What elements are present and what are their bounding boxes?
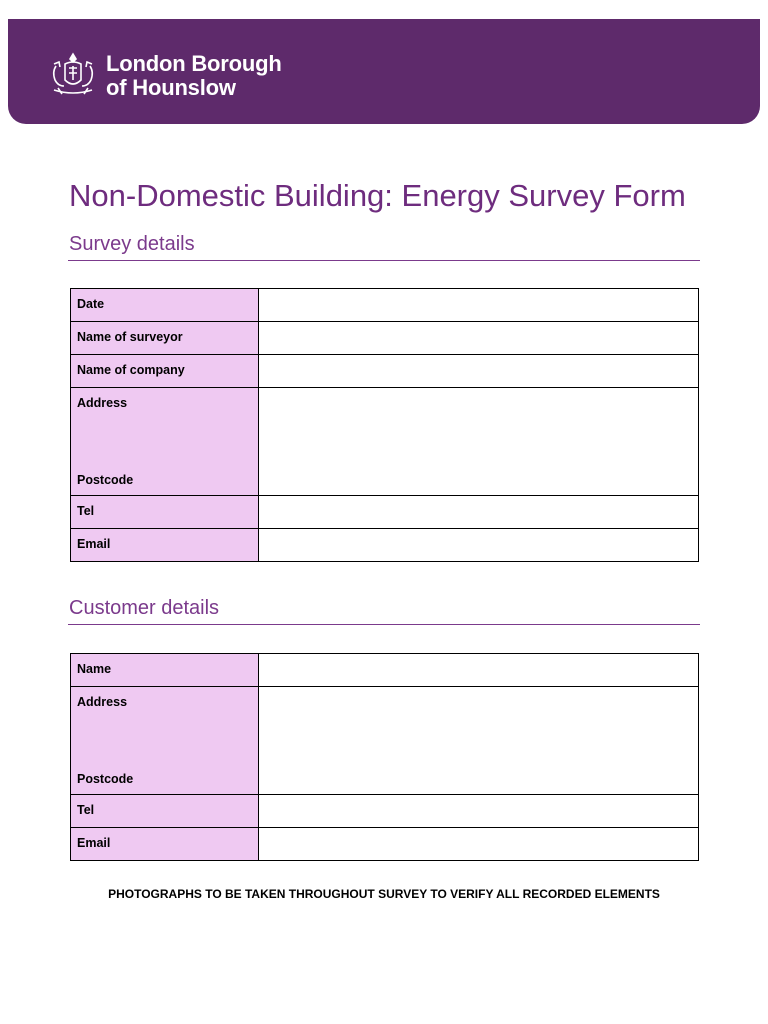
customer-name-field[interactable] [259,654,699,687]
table-row [71,529,699,562]
surveyor-label: Name of surveyor [71,322,259,355]
table-row [71,289,699,322]
company-label: Name of company [71,355,259,388]
customer-address-field[interactable] [259,687,699,795]
survey-details-table [70,288,699,562]
address-label: Address [77,396,128,410]
postcode-label: Postcode [77,473,134,487]
table-row [71,388,699,496]
tel-field[interactable] [259,496,699,529]
page-title: Non-Domestic Building: Energy Survey Form [69,178,686,213]
email-field[interactable] [259,529,699,562]
table-row [71,828,699,861]
company-field[interactable] [259,355,699,388]
customer-details-heading: Customer details [69,597,220,619]
survey-details-divider [68,260,700,261]
date-field[interactable] [259,289,699,322]
customer-tel-label: Tel [71,795,259,828]
customer-details-table [70,653,699,861]
table-row [71,795,699,828]
customer-postcode-label: Postcode [77,772,134,786]
table-row [71,355,699,388]
address-field[interactable] [259,388,699,496]
brand-name [106,52,282,100]
borough-crest-icon [46,50,100,98]
customer-email-label: Email [71,828,259,861]
tel-label: Tel [71,496,259,529]
brand-line-2: of Hounslow [106,75,236,100]
photographs-note: PHOTOGRAPHS TO BE TAKEN THROUGHOUT SURVEY TO VERIFY ALL RECORDED ELEMENTS [108,887,660,901]
survey-details-heading: Survey details [69,233,195,255]
table-row [71,654,699,687]
table-row [71,496,699,529]
brand-line-1: London Borough [106,51,282,76]
address-label-cell [71,388,259,496]
table-row [71,687,699,795]
customer-email-field[interactable] [259,828,699,861]
customer-name-label: Name [71,654,259,687]
customer-address-label: Address [77,695,128,709]
email-label: Email [71,529,259,562]
date-label: Date [71,289,259,322]
table-row [71,322,699,355]
customer-details-divider [68,624,700,625]
customer-address-label-cell [71,687,259,795]
surveyor-field[interactable] [259,322,699,355]
customer-tel-field[interactable] [259,795,699,828]
